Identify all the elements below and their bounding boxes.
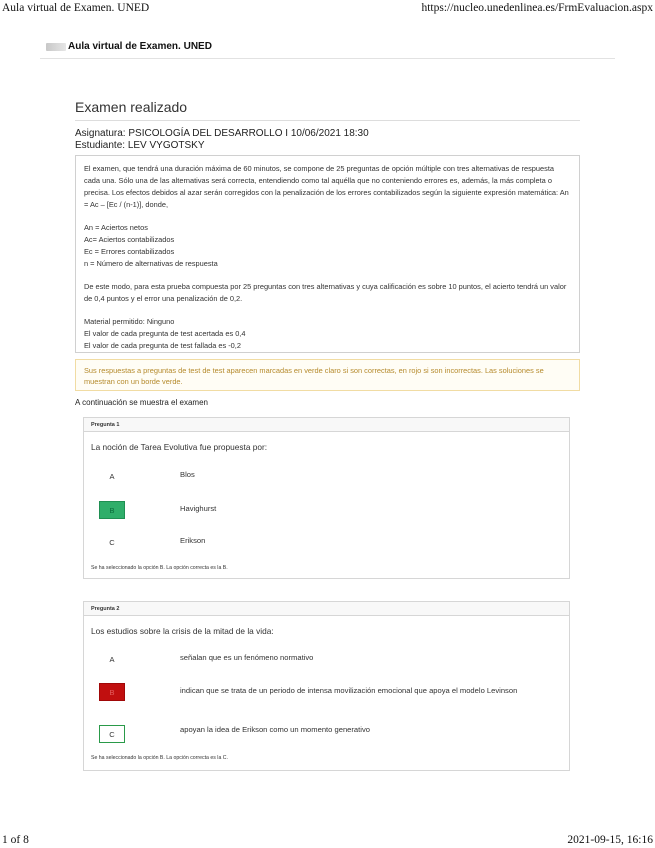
answer-feedback: Se ha seleccionado la opción B. La opción correcta es la B. <box>91 565 228 571</box>
uned-logo-icon <box>46 43 66 51</box>
print-header-url: https://nucleo.unedenlinea.es/FrmEvaluacion.aspx <box>421 2 653 14</box>
page-title: Examen realizado <box>75 99 188 115</box>
site-header <box>46 41 212 52</box>
exam-subject: Asignatura: PSICOLOGÍA DEL DESARROLLO I 10/06/2021 18:30 <box>75 128 369 139</box>
value-incorrect: El valor de cada pregunta de test fallada es -0,2 <box>84 341 241 350</box>
print-header-title: Aula virtual de Examen. UNED <box>2 2 150 14</box>
color-legend-notice: Sus respuestas a preguntas de test de test aparecen marcadas en verde claro si son correctas, en rojo si son incorrectas. Las soluciones se muestran con un borde verde. <box>75 359 580 391</box>
legend-ac: Ac= Aciertos contabilizados <box>84 235 175 244</box>
print-header <box>2 2 653 18</box>
question-text: Los estudios sobre la crisis de la mitad de la vida: <box>91 626 274 636</box>
legend-ec: Ec = Errores contabilizados <box>84 247 175 256</box>
question-header: Pregunta 1 <box>84 418 569 432</box>
title-divider <box>75 120 580 121</box>
legend-an: An = Aciertos netos <box>84 223 148 232</box>
question-card <box>83 417 570 579</box>
exam-instructions <box>75 155 580 353</box>
option-a-marker: A <box>109 472 115 481</box>
question-header: Pregunta 2 <box>84 602 569 616</box>
option-b-text: Havighurst <box>180 504 217 513</box>
option-b-text: indican que se trata de un periodo de intensa movilización emocional que apoya el modelo Levinson <box>180 686 518 695</box>
print-timestamp: 2021-09-15, 16:16 <box>567 834 653 846</box>
legend-n: n = Número de alternativas de respuesta <box>84 259 218 268</box>
option-a-marker: A <box>109 655 115 664</box>
material-info <box>84 316 571 352</box>
print-footer <box>2 830 653 846</box>
question-text: La noción de Tarea Evolutiva fue propuesta por: <box>91 442 268 452</box>
option-c-text: apoyan la idea de Erikson como un momento generativo <box>180 725 370 734</box>
option-a-text: señalan que es un fenómeno normativo <box>180 653 314 662</box>
site-title: Aula virtual de Examen. UNED <box>68 41 212 52</box>
question-card <box>83 601 570 771</box>
option-c-text: Erikson <box>180 536 206 545</box>
instructions-paragraph: El examen, que tendrá una duración máxima de 60 minutos, se compone de 25 preguntas de opción múltiple con tres alternativas de respuesta cada una. Sólo una de las alternativas será correcta, entendiendo como tal aquélla que no conteniendo errores es, además, la más completa o precisa. Los efectos debidos al azar serán corregidos con la penalización de los errores contabilizados según la siguiente expresión matemática: An = Ac – [Ec / (n-1)], donde, <box>84 164 569 209</box>
option-c-marker: C <box>109 538 115 547</box>
option-b-marker: B <box>99 683 125 701</box>
scoring-paragraph: De este modo, para esta prueba compuesta por 25 preguntas con tres alternativas y cuya calificación es sobre 10 puntos, el acierto tendrá un valor de 0,4 puntos y el error una penalización de 0,2. <box>84 282 567 303</box>
formula-legend <box>84 222 571 270</box>
value-correct: El valor de cada pregunta de test acertada es 0,4 <box>84 329 246 338</box>
page-counter: 1 of 8 <box>2 834 29 846</box>
option-b-marker: B <box>99 501 125 519</box>
exam-student: Estudiante: LEV VYGOTSKY <box>75 140 205 151</box>
option-c-marker: C <box>99 725 125 743</box>
material-allowed: Material permitido: Ninguno <box>84 317 175 326</box>
header-divider <box>40 58 615 59</box>
answer-feedback: Se ha seleccionado la opción B. La opción correcta es la C. <box>91 755 228 761</box>
option-a-text: Blos <box>180 470 195 479</box>
exam-intro: A continuación se muestra el examen <box>75 398 208 407</box>
